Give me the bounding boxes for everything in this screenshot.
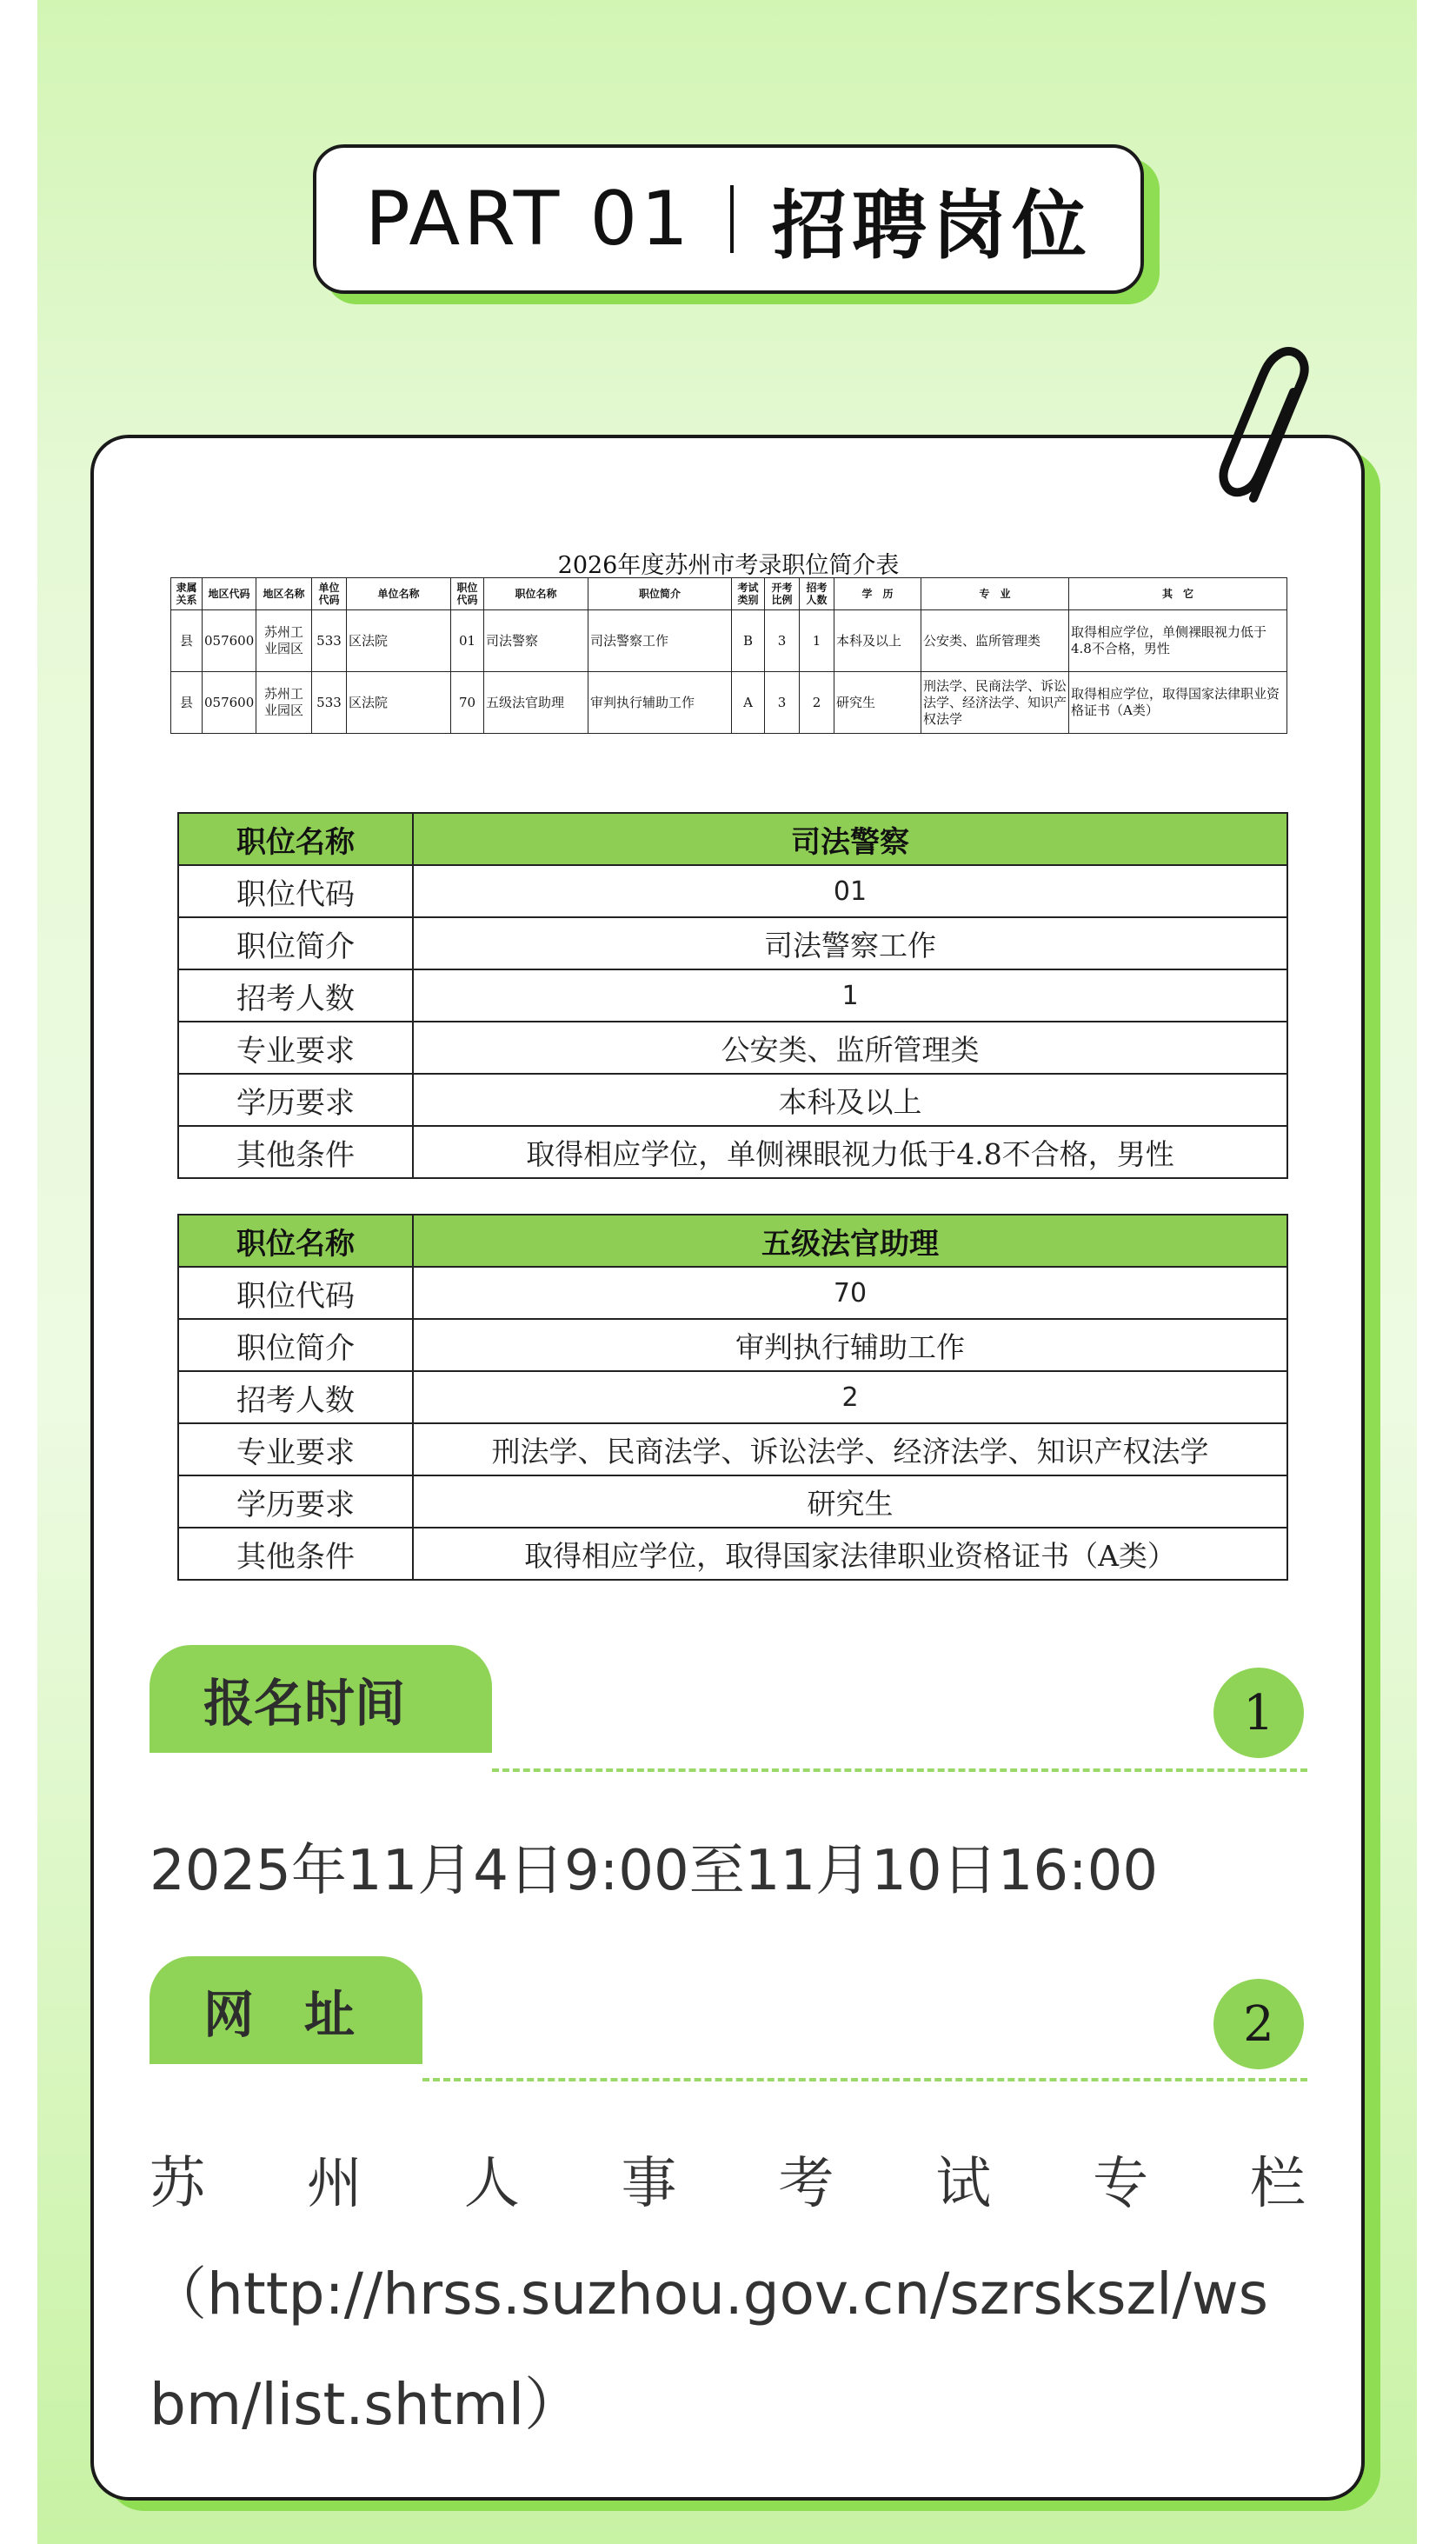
position-other: 取得相应学位，取得国家法律职业资格证书（A类）: [413, 1528, 1287, 1580]
table-cell: 057600: [203, 672, 256, 734]
scan-header-cell: 隶属关系: [171, 578, 203, 610]
table-row: [178, 917, 1287, 969]
position-intro: 审判执行辅助工作: [413, 1319, 1287, 1371]
scan-header-cell: 开考比例: [765, 578, 800, 610]
table-cell: 3: [765, 672, 800, 734]
label-cell: 学历要求: [178, 1074, 413, 1126]
table-cell: 1: [800, 610, 834, 672]
position-table-1: [177, 812, 1288, 1179]
label-cell: 职位代码: [178, 865, 413, 917]
header-divider: [730, 185, 734, 253]
position-name: 司法警察: [413, 813, 1287, 865]
scan-header-cell: 专 业: [921, 578, 1069, 610]
table-cell: B: [732, 610, 765, 672]
table-cell: A: [732, 672, 765, 734]
label-cell: 其他条件: [178, 1126, 413, 1178]
label-cell: 职位代码: [178, 1267, 413, 1319]
table-cell: 取得相应学位，单侧裸眼视力低于4.8不合格，男性: [1069, 610, 1287, 672]
table-cell: 3: [765, 610, 800, 672]
position-intro: 司法警察工作: [413, 917, 1287, 969]
label-cell: 职位简介: [178, 1319, 413, 1371]
part-label: PART 01: [365, 176, 692, 263]
scan-header-cell: 地区名称: [256, 578, 312, 610]
table-cell: 533: [312, 672, 347, 734]
table-header-row: [178, 813, 1287, 865]
position-major: 刑法学、民商法学、诉讼法学、经济法学、知识产权法学: [413, 1423, 1287, 1475]
label-cell: 其他条件: [178, 1528, 413, 1580]
scan-header-cell: 职位简介: [588, 578, 732, 610]
table-cell: 司法警察: [484, 610, 588, 672]
position-table-2: [177, 1214, 1288, 1581]
table-cell: 533: [312, 610, 347, 672]
table-cell: 取得相应学位，取得国家法律职业资格证书（A类）: [1069, 672, 1287, 734]
table-cell: 苏州工业园区: [256, 610, 312, 672]
table-cell: 县: [171, 672, 203, 734]
label-cell: 职位简介: [178, 917, 413, 969]
table-row: [178, 969, 1287, 1022]
section-number-badge: 1: [1213, 1668, 1304, 1758]
website-tab: 网 址: [150, 1956, 422, 2064]
table-cell: 01: [451, 610, 484, 672]
website-name-char: 栏: [1249, 2152, 1306, 2216]
section-number-badge: 2: [1213, 1979, 1304, 2069]
website-name-char: 考: [778, 2152, 834, 2216]
table-cell: 刑法学、民商法学、诉讼法学、经济法学、知识产权法学: [921, 672, 1069, 734]
table-cell: 研究生: [834, 672, 921, 734]
section-title: 招聘岗位: [772, 183, 1092, 270]
position-count: 1: [413, 969, 1287, 1022]
table-header-row: [178, 1215, 1287, 1267]
scan-header-cell: 职位名称: [484, 578, 588, 610]
label-cell: 职位名称: [178, 1215, 413, 1267]
paperclip-icon: [1208, 335, 1330, 517]
scan-header-cell: 考试类别: [732, 578, 765, 610]
table-row: [178, 1126, 1287, 1178]
table-row: [178, 1371, 1287, 1423]
table-cell: 本科及以上: [834, 610, 921, 672]
scan-header-cell: 职位代码: [451, 578, 484, 610]
table-cell: 区法院: [347, 672, 451, 734]
label-cell: 专业要求: [178, 1423, 413, 1475]
position-code: 70: [413, 1267, 1287, 1319]
scan-header-cell: 招考人数: [800, 578, 834, 610]
position-code: 01: [413, 865, 1287, 917]
label-cell: 招考人数: [178, 1371, 413, 1423]
website-name: [150, 2139, 1306, 2219]
label-cell: 职位名称: [178, 813, 413, 865]
website-name-char: 试: [935, 2152, 992, 2216]
scan-table-title: 2026年度苏州市考录职位简介表: [557, 552, 900, 579]
label-cell: 专业要求: [178, 1022, 413, 1074]
scan-header-cell: 单位代码: [312, 578, 347, 610]
position-education: 研究生: [413, 1475, 1287, 1528]
scan-header-cell: 单位名称: [347, 578, 451, 610]
website-name-char: 苏: [150, 2152, 205, 2216]
position-name: 五级法官助理: [413, 1215, 1287, 1267]
table-cell: 县: [171, 610, 203, 672]
table-row: [178, 1319, 1287, 1371]
section-header: [313, 144, 1144, 294]
table-row: [178, 1423, 1287, 1475]
website-url-line-1[interactable]: （http://hrss.suzhou.gov.cn/szrskszl/ws: [150, 2261, 1269, 2328]
table-cell: 区法院: [347, 610, 451, 672]
table-row: [178, 1528, 1287, 1580]
table-row: [178, 1022, 1287, 1074]
label-cell: 招考人数: [178, 969, 413, 1022]
table-cell: 公安类、监所管理类: [921, 610, 1069, 672]
label-cell: 学历要求: [178, 1475, 413, 1528]
table-cell: 70: [451, 672, 484, 734]
position-count: 2: [413, 1371, 1287, 1423]
website-url-line-2[interactable]: bm/list.shtml）: [150, 2371, 582, 2438]
table-row: [178, 1475, 1287, 1528]
scan-header-cell: 其 它: [1069, 578, 1287, 610]
table-row: [178, 1074, 1287, 1126]
website-name-char: 事: [621, 2152, 677, 2216]
dashed-divider: [422, 2078, 1307, 2081]
registration-time-text: 2025年11月4日9:00至11月10日16:00: [150, 1839, 1159, 1903]
table-row: [171, 610, 1287, 672]
table-cell: 057600: [203, 610, 256, 672]
table-cell: 2: [800, 672, 834, 734]
table-row: [171, 672, 1287, 734]
table-row: [178, 1267, 1287, 1319]
scan-table: [170, 577, 1287, 734]
table-cell: 苏州工业园区: [256, 672, 312, 734]
table-cell: 司法警察工作: [588, 610, 732, 672]
dashed-divider: [492, 1768, 1307, 1772]
table-cell: 五级法官助理: [484, 672, 588, 734]
scan-table-header-row: [171, 578, 1287, 610]
table-row: [178, 865, 1287, 917]
website-name-char: 州: [306, 2152, 362, 2216]
website-name-char: 人: [463, 2152, 520, 2216]
scan-header-cell: 学 历: [834, 578, 921, 610]
position-education: 本科及以上: [413, 1074, 1287, 1126]
position-major: 公安类、监所管理类: [413, 1022, 1287, 1074]
scan-header-cell: 地区代码: [203, 578, 256, 610]
website-name-char: 专: [1093, 2152, 1149, 2216]
table-cell: 审判执行辅助工作: [588, 672, 732, 734]
position-other: 取得相应学位，单侧裸眼视力低于4.8不合格，男性: [413, 1126, 1287, 1178]
registration-time-tab: 报名时间: [150, 1645, 492, 1753]
